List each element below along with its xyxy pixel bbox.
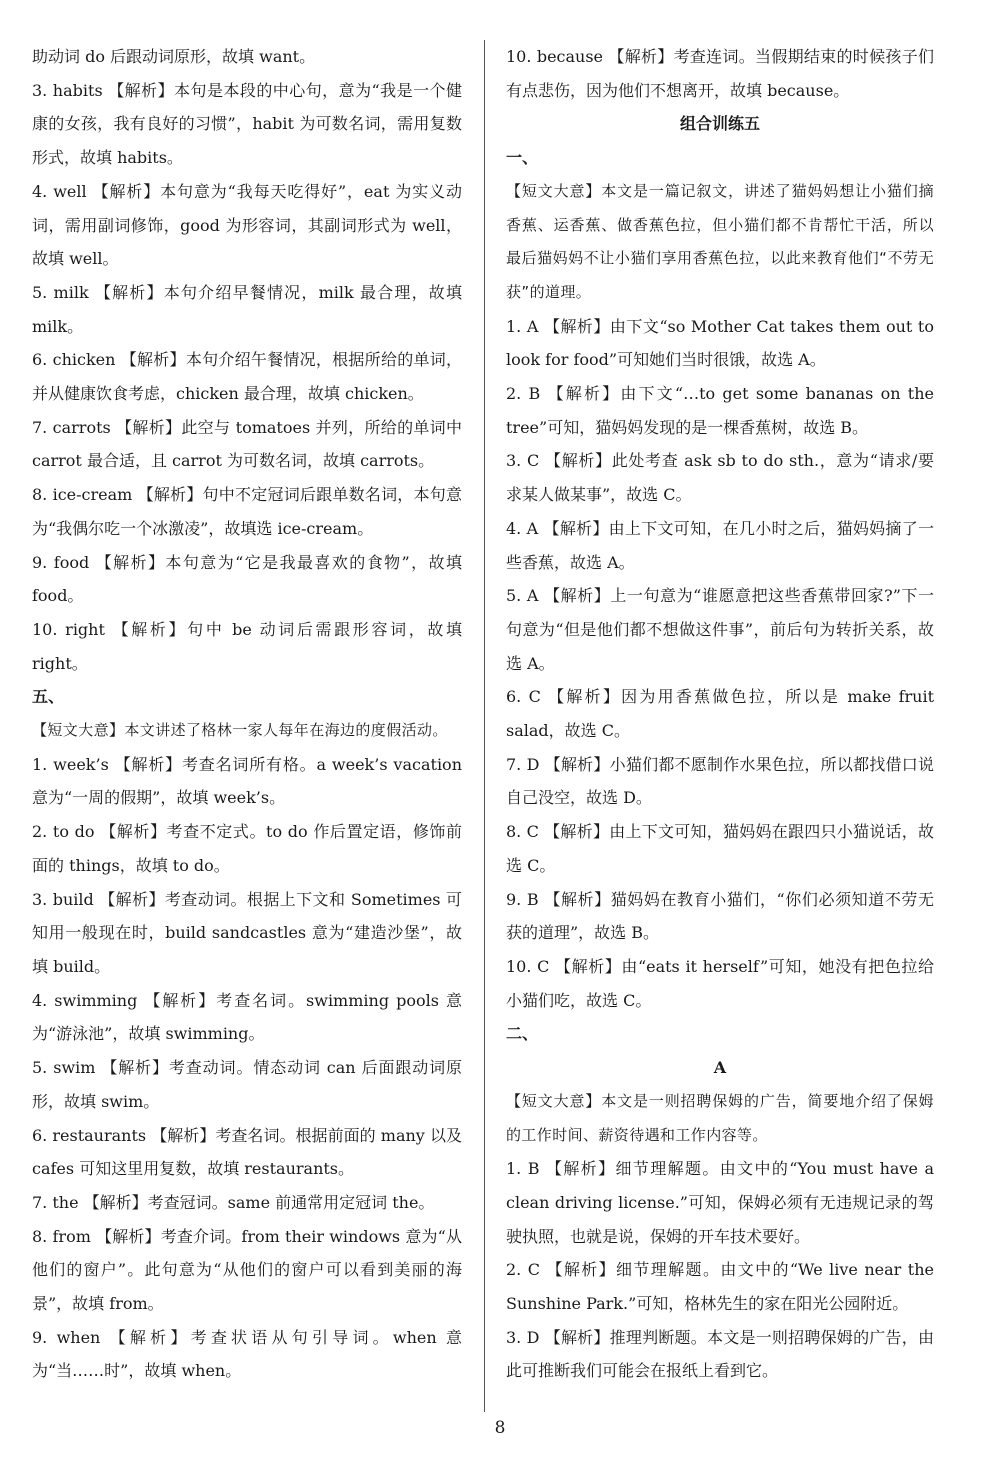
passage-summary: 【短文大意】本文是一篇记叙文，讲述了猫妈妈想让小猫们摘香蕉、运香蕉、做香蕉色拉，但小猫们都不肯帮忙干活，所以最后猫妈妈不让小猫们享用香蕉色拉，以此来教育他们“不劳无获”的道理。 [506,181,934,301]
answer-item: 3. C 【解析】此处考查 ask sb to do sth.，意为“请求/要求某人做某事”，故选 C。 [506,451,934,505]
answer-item: 1. week’s 【解析】考查名词所有格。a week’s vacation 意为“一周的假期”，故填 week’s。 [32,754,462,808]
section-heading: 二、 [506,1024,539,1044]
left-column [32,40,462,1388]
answer-item: 9. food 【解析】本句意为“它是我最喜欢的食物”，故填 food。 [32,552,462,606]
answer-item: 6. chicken 【解析】本句介绍午餐情况，根据所给的单词，并从健康饮食考虑，chicken 最合理，故填 chicken。 [32,350,462,404]
column-divider [484,40,485,1412]
section-title: 组合训练五 [679,114,760,134]
passage-summary: 【短文大意】本文讲述了格林一家人每年在海边的度假活动。 [32,721,448,740]
answer-item: 10. right 【解析】句中 be 动词后需跟形容词，故填 right。 [32,619,462,673]
answer-item: 2. B 【解析】由下文“…to get some bananas on the tree”可知，猫妈妈发现的是一棵香蕉树，故选 B。 [506,384,934,437]
answer-item: 8. C 【解析】由上下文可知，猫妈妈在跟四只小猫说话，故选 C。 [506,822,934,875]
answer-item: 5. milk 【解析】本句介绍早餐情况，milk 最合理，故填 milk。 [32,282,462,336]
answer-item: 7. carrots 【解析】此空与 tomatoes 并列，所给的单词中 carrot 最合适，且 carrot 为可数名词，故填 carrots。 [32,417,462,471]
answer-item: 4. swimming 【解析】考查名词。swimming pools 意为“游泳池”，故填 swimming。 [32,990,462,1044]
answer-item: 助动词 do 后跟动词原形，故填 want。 [32,47,316,66]
section-heading: 一、 [506,148,539,168]
right-column [506,40,934,1388]
answer-item: 9. when 【解析】考查状语从句引导词。when 意为“当……时”，故填 when。 [32,1327,462,1381]
answer-item: 6. C 【解析】因为用香蕉做色拉，所以是 make fruit salad，故选 C。 [506,687,934,741]
answer-item: 5. swim 【解析】考查动词。情态动词 can 后面跟动词原形，故填 swim。 [32,1058,462,1111]
answer-item: 8. ice-cream 【解析】句中不定冠词后跟单数名词，本句意为“我偶尔吃一个冰激凌”，故填选 ice-cream。 [32,485,462,538]
answer-item: 4. well 【解析】本句意为“我每天吃得好”，eat 为实义动词，需用副词修饰，good 为形容词，其副词形式为 well，故填 well。 [32,181,462,269]
answer-item: 7. D 【解析】小猫们都不愿制作水果色拉，所以都找借口说自己没空，故选 D。 [506,754,934,808]
passage-label: A [713,1058,727,1078]
answer-item: 1. B 【解析】细节理解题。由文中的“You must have a clean driving license.”可知，保姆必须有无违规记录的驾驶执照，也就是说，保姆的开车技术要好。 [506,1159,934,1246]
page-number: 8 [494,1418,506,1438]
answer-item: 3. build 【解析】考查动词。根据上下文和 Sometimes 可知用一般现在时，build sandcastles 意为“建造沙堡”，故填 build。 [32,889,462,976]
answer-item: 10. because 【解析】考查连词。当假期结束的时候孩子们有点悲伤，因为他们不想离开，故填 because。 [506,47,934,100]
answer-item: 3. D 【解析】推理判断题。本文是一则招聘保姆的广告，由此可推断我们可能会在报纸上看到它。 [506,1327,934,1381]
answer-item: 4. A 【解析】由上下文可知，在几小时之后，猫妈妈摘了一些香蕉，故选 A。 [506,518,934,572]
answer-item: 2. to do 【解析】考查不定式。to do 作后置定语，修饰前面的 things，故填 to do。 [32,822,462,875]
answer-item: 9. B 【解析】猫妈妈在教育小猫们，“你们必须知道不劳无获的道理”，故选 B。 [506,889,934,943]
answer-item: 7. the 【解析】考查冠词。same 前通常用定冠词 the。 [32,1192,435,1212]
section-heading: 五、 [32,687,65,707]
answer-item: 8. from 【解析】考查介词。from their windows 意为“从他们的窗户”。此句意为“从他们的窗户可以看到美丽的海景”，故填 from。 [32,1226,462,1314]
passage-summary: 【短文大意】本文是一则招聘保姆的广告，简要地介绍了保姆的工作时间、薪资待遇和工作内容等。 [506,1091,934,1144]
answer-item: 5. A 【解析】上一句意为“谁愿意把这些香蕉带回家?”下一句意为“但是他们都不想做这件事”，前后句为转折关系，故选 A。 [506,586,934,673]
answer-item: 3. habits 【解析】本句是本段的中心句，意为“我是一个健康的女孩，我有良好的习惯”，habit 为可数名词，需用复数形式，故填 habits。 [32,80,462,168]
answer-item: 1. A 【解析】由下文“so Mother Cat takes them out to look for food”可知她们当时很饿，故选 A。 [506,316,934,370]
answer-item: 2. C 【解析】细节理解题。由文中的“We live near the Sunshine Park.”可知，格林先生的家在阳光公园附近。 [506,1260,934,1314]
answer-item: 6. restaurants 【解析】考查名词。根据前面的 many 以及 cafes 可知这里用复数，故填 restaurants。 [32,1125,462,1179]
answer-item: 10. C 【解析】由“eats it herself”可知，她没有把色拉给小猫们吃，故选 C。 [506,956,934,1010]
